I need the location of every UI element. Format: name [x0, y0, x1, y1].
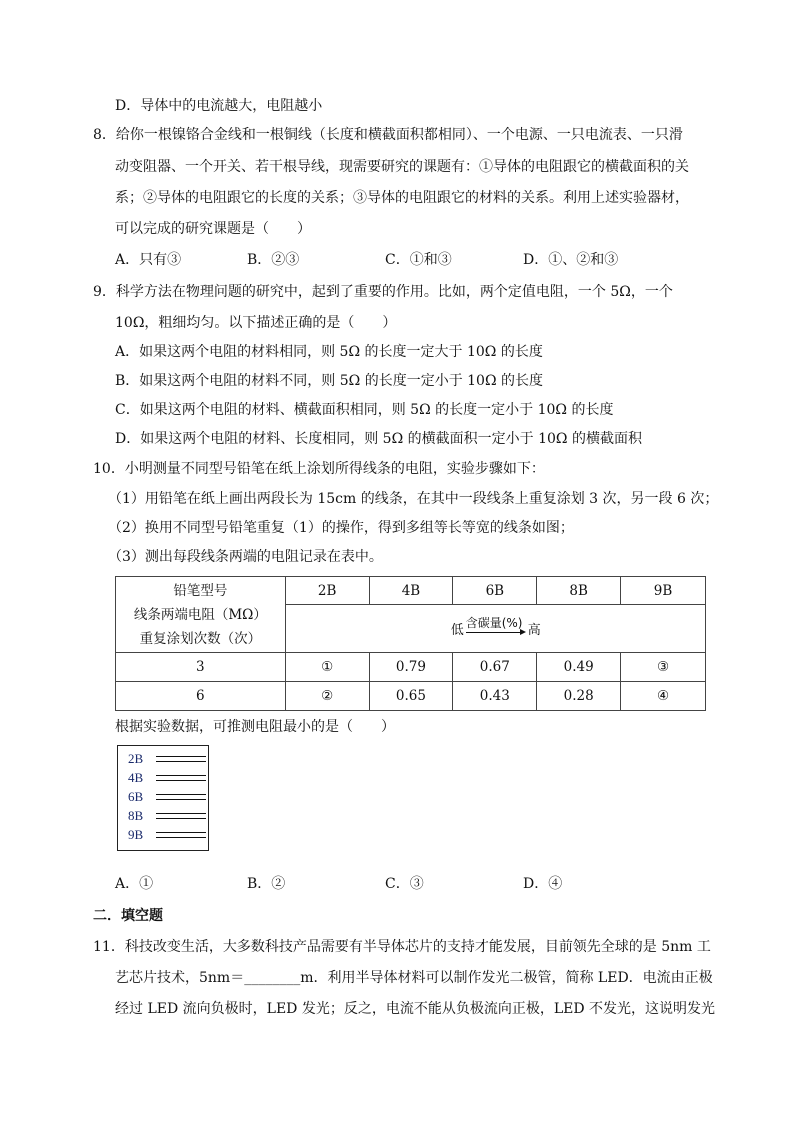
q9-stem-line-1: 9．科学方法在物理问题的研究中，起到了重要的作用。比如，两个定值电阻，一个 5Ω，一个	[93, 284, 673, 300]
pencil-line	[156, 818, 206, 819]
axis-label: 含碳量(%)	[465, 615, 523, 630]
model-6b: 6B	[453, 577, 537, 605]
q7-option-d: D．导体中的电流越大，电阻越小	[115, 98, 323, 114]
carbon-content-axis-cell	[285, 605, 705, 653]
row-count: 6	[116, 682, 286, 711]
table-cell: 0.28	[537, 682, 621, 711]
table-cell: ②	[285, 682, 369, 711]
q8-option-d: D．①、②和③	[523, 252, 619, 268]
figure-label: 6B	[128, 789, 144, 804]
table-cell: ④	[621, 682, 706, 711]
header-line-resistance: 线条两端电阻（MΩ）	[133, 606, 267, 623]
header-line-model: 铅笔型号	[173, 582, 228, 599]
header-line-count: 重复涂划次数（次）	[139, 630, 262, 647]
pencil-line	[156, 813, 206, 814]
q8-stem-line-4: 可以完成的研究课题是（ ）	[115, 221, 311, 237]
pencil-line	[156, 756, 206, 757]
q9-stem-line-2: 10Ω，粗细均匀。以下描述正确的是（ ）	[115, 315, 397, 331]
table-cell: 0.79	[369, 653, 453, 682]
q9-option-d: D．如果这两个电阻的材料、长度相同，则 5Ω 的横截面积一定小于 10Ω 的横截面积	[115, 431, 642, 447]
q9-option-a: A．如果这两个电阻的材料相同，则 5Ω 的长度一定大于 10Ω 的长度	[115, 344, 543, 360]
q10-option-a: A．①	[115, 876, 154, 892]
table-cell: 0.43	[453, 682, 537, 711]
q10-option-d: D．④	[523, 876, 563, 892]
model-2b: 2B	[285, 577, 369, 605]
q8-option-c: C．①和③	[385, 252, 452, 268]
table-cell: ③	[621, 653, 706, 682]
figure-label: 4B	[128, 770, 144, 785]
table-cell: 0.49	[537, 653, 621, 682]
q11-stem-line-2: 艺芯片技术，5nm＝________m．利用半导体材料可以制作发光二极管，简称 LED．电流由正极	[115, 970, 713, 986]
right-arrow-icon	[466, 632, 524, 633]
figure-label: 9B	[128, 827, 144, 842]
q10-question: 根据实验数据，可推测电阻最小的是（ ）	[115, 719, 395, 735]
pencil-line	[156, 775, 206, 776]
axis-low-label: 低	[450, 622, 464, 638]
table-cell: 0.67	[453, 653, 537, 682]
q8-option-b: B．②③	[247, 252, 300, 268]
q11-stem-line-3: 经过 LED 流向负极时，LED 发光；反之，电流不能从负极流向正极，LED 不发光，这说明发光	[115, 1001, 716, 1017]
q10-step-2: （2）换用不同型号铅笔重复（1）的操作，得到多组等长等宽的线条如图；	[108, 520, 574, 536]
model-9b: 9B	[621, 577, 706, 605]
q11-stem-line-1: 11．科技改变生活，大多数科技产品需要有半导体芯片的支持才能发展，目前领先全球的是 5nm 工	[93, 939, 711, 955]
pencil-line	[156, 761, 206, 762]
pencil-line	[156, 799, 206, 800]
q9-option-b: B．如果这两个电阻的材料不同，则 5Ω 的长度一定小于 10Ω 的长度	[115, 373, 544, 389]
q8-option-a: A．只有③	[115, 252, 182, 268]
row-count: 3	[116, 653, 286, 682]
q10-option-b: B．②	[247, 876, 286, 892]
figure-label: 2B	[128, 751, 144, 766]
pencil-line	[156, 780, 206, 781]
table-row	[116, 653, 706, 682]
q10-stem-line-1: 10．小明测量不同型号铅笔在纸上涂划所得线条的电阻，实验步骤如下：	[93, 461, 545, 477]
q9-option-c: C．如果这两个电阻的材料、横截面积相同，则 5Ω 的长度一定小于 10Ω 的长度	[115, 402, 614, 418]
section-title-fill-in: 二．填空题	[93, 908, 163, 924]
q10-step-1: （1）用铅笔在纸上画出两段长为 15cm 的线条，在其中一段线条上重复涂划 3 次，另一段 6 次；	[108, 491, 719, 507]
model-4b: 4B	[369, 577, 453, 605]
q8-stem-line-1: 8．给你一根镍铬合金线和一根铜线（长度和横截面积都相同）、一个电源、一只电流表、一只滑	[93, 127, 683, 143]
model-8b: 8B	[537, 577, 621, 605]
table-header-cell	[116, 577, 286, 653]
resistance-table	[115, 576, 706, 711]
pencil-line	[156, 837, 206, 838]
table-row	[116, 682, 706, 711]
pencil-lines-figure	[117, 745, 209, 851]
table-cell: ①	[285, 653, 369, 682]
q8-stem-line-2: 动变阻器、一个开关、若干根导线，现需要研究的课题有：①导体的电阻跟它的横截面积的关	[115, 159, 689, 175]
pencil-line	[156, 832, 206, 833]
q8-stem-line-3: 系；②导体的电阻跟它的长度的关系；③导体的电阻跟它的材料的关系。利用上述实验器材，	[115, 190, 689, 206]
axis-high-label: 高	[527, 622, 541, 638]
table-cell: 0.65	[369, 682, 453, 711]
q10-step-3: （3）测出每段线条两端的电阻记录在表中。	[108, 549, 383, 565]
carbon-content-axis	[286, 617, 705, 641]
q10-option-c: C．③	[385, 876, 424, 892]
pencil-line	[156, 794, 206, 795]
figure-label: 8B	[128, 808, 144, 823]
